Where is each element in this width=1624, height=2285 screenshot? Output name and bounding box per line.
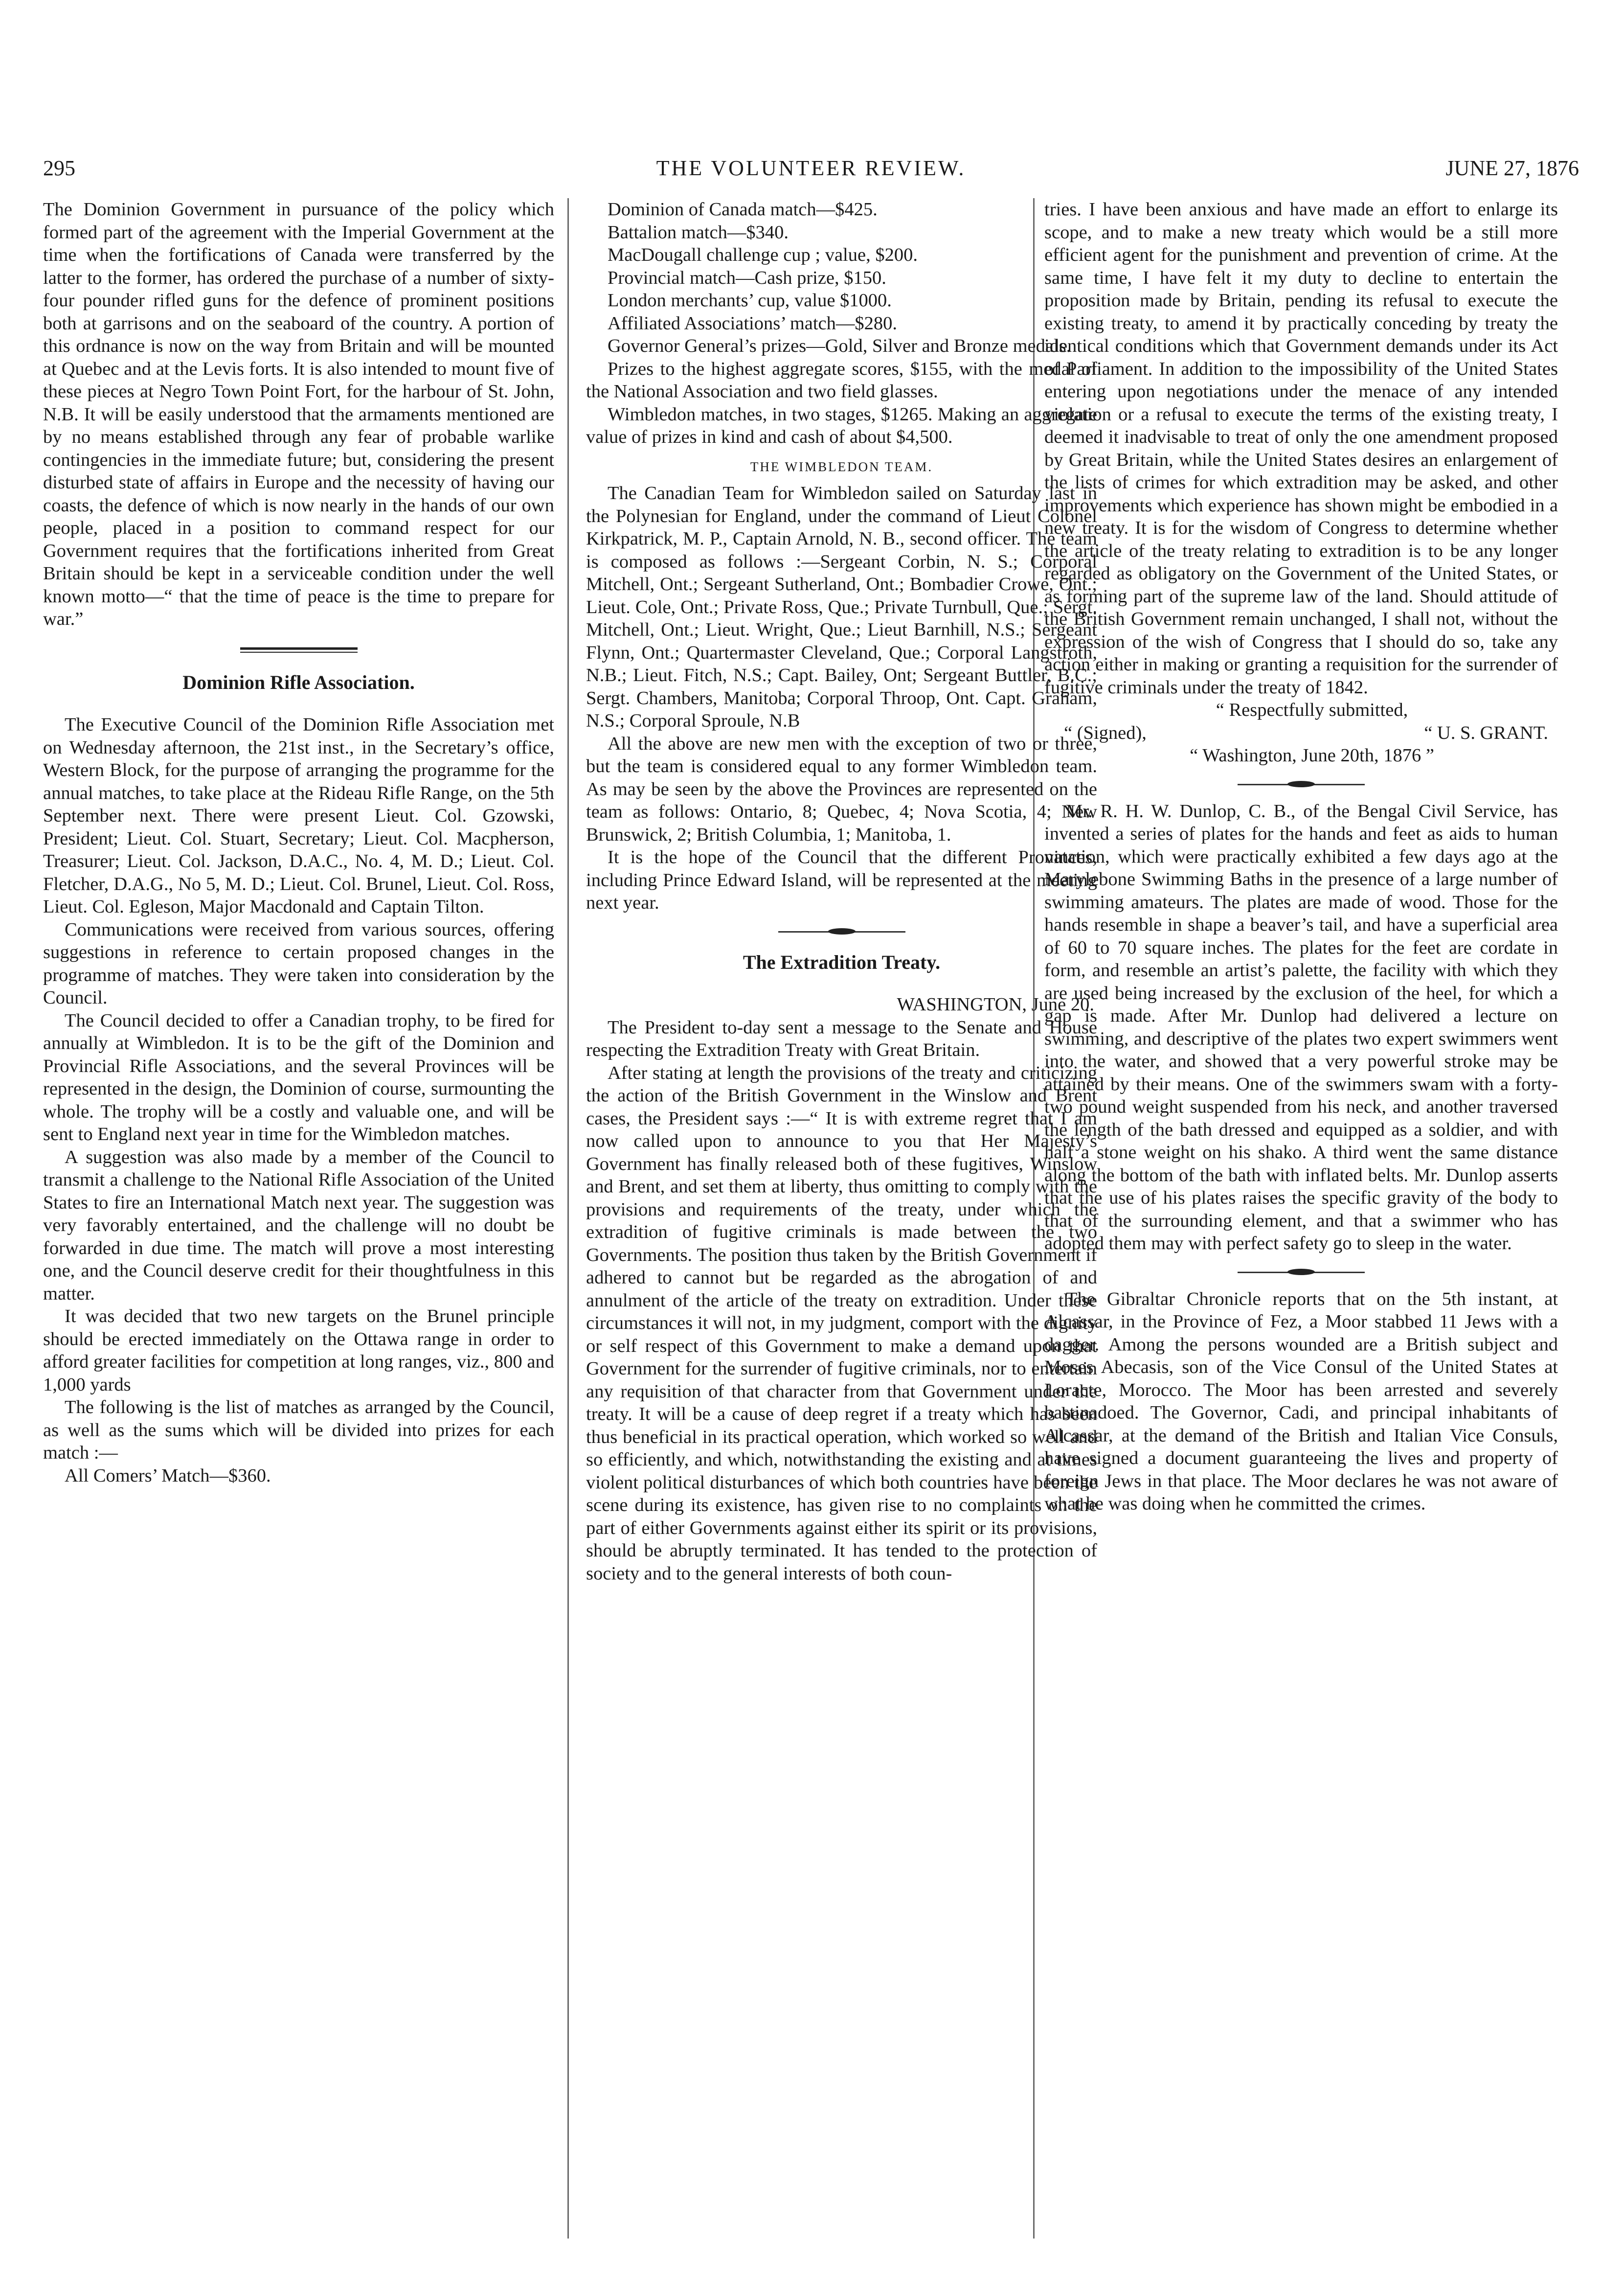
heading-extradition-treaty: The Extradition Treaty. <box>743 951 941 973</box>
heading-dominion-rifle-association: Dominion Rifle Association. <box>182 671 415 693</box>
signature-line <box>1044 722 1558 745</box>
prize-item: Battalion match—$340. <box>608 222 789 243</box>
section-separator <box>240 647 358 653</box>
section-separator <box>778 931 905 933</box>
prize-item: Affiliated Associations’ match—$280. <box>608 313 898 334</box>
new-men-paragraph: All the above are new men with the exception of two or three, but the team is considered equal to any former Wimbledon team. As may be seen by the above the Provinces are represented on the team as follows: Ontario, 8; Quebec, 4; Nova Scotia, 4; New Brunswick, 2; British Columbia, 1; Manitoba, 1. <box>586 733 1097 845</box>
ordnance-paragraph: The Dominion Government in pursuance of the policy which formed part of the agreement with the Imperial Government at the time when the fortifications of Canada were transferred by the latter to the former, has ordered the purchase of a number of sixty-four pounder rifled guns for the defence of prominent positions both at garrisons and on the seaboard of the country. A portion of this ordnance is now on the way from Britain and will be mounted at Quebec and at the Levis forts. It is also intended to mount five of these pieces at Negro Town Point Fort, for the harbour of St. John, N.B. It will be easily understood that the armaments mentioned are by no means established through any fear of probable warlike contingencies in the immediate future; but, considering the present disturbed state of affairs in Europe and the necessity of having our coasts, the defence of which is now nearly in the hands of our own people, placed in a position to command respect for our Government requires that the fortifications inherited from Great Britain should be kept in a serviceable condition under the well known motto—“ that the time of peace is the time to prepare for war.” <box>43 199 554 629</box>
prize-item: London merchants’ cup, value $1000. <box>608 290 892 311</box>
team-paragraph: The Canadian Team for Wimbledon sailed on Saturday last in the Polynesian for England, under the command of Lieut Colonel Kirkpatrick, M. P., Captain Arnold, N. B., second officer. The team is composed as follows :—Sergeant Corbin, N. S.; Corporal Mitchell, Ont.; Sergeant Sutherland, Ont.; Bombadier Crowe, Ont.; Lieut. Cole, Ont.; Private Ross, Que.; Private Turnbull, Que.; Sergt. Mitchell, Ont.; Lieut. Wright, Que.; Lieut Barnhill, N.S.; Sergeant Flynn, Ont.; Quartermaster Cleveland, Que.; Corporal Langstroth, N.B.; Lieut. Fitch, N.S.; Capt. Bailey, Ont; Sergeant Buttler, B.C.; Sergt. Chambers, Manitoba; Corporal Throop, Ont. Capt. Graham, N.S.; Corporal Sproule, N.B <box>586 483 1097 731</box>
column-2 <box>586 198 1097 2239</box>
match-list-intro: The following is the list of matches as arranged by the Council, as well as the sums which will be divided into prizes for each match :— <box>43 1397 554 1463</box>
column-3 <box>1044 198 1558 2239</box>
targets-paragraph: It was decided that two new targets on the Brunel principle should be erected immediately on the Ottawa range in order to afford greater facilities for competition at long ranges, viz., 800 and 1,000 yards <box>43 1306 554 1395</box>
governor-prizes: Governor General’s prizes—Gold, Silver and Bronze medals. <box>608 336 1071 356</box>
wimbledon-matches: Wimbledon matches, in two stages, $1265. Making an aggregate value of prizes in kind and cash of about $4,500. <box>586 404 1097 447</box>
page-header <box>43 156 1579 190</box>
section-separator <box>1238 784 1365 785</box>
signature-date: “ Washington, June 20th, 1876 ” <box>1190 745 1434 766</box>
column-1 <box>43 198 554 2239</box>
prize-item: Provincial match—Cash prize, $150. <box>608 267 886 288</box>
prize-item: Dominion of Canada match—$425. <box>608 199 878 220</box>
council-paragraph: The Executive Council of the Dominion Rifle Association met on Wednesday afternoon, the 21st inst., in the Secretary’s office, Western Block, for the purpose of arranging the programme for the annual matches, to take place at the Rideau Rifle Range, on the 5th September next. There were present Lieut. Col. Gzowski, President; Lieut. Col. Stuart, Secretary; Lieut. Col. Macpherson, Treasurer; Lieut. Col. Jackson, D.A.C., No. 4, M. D.; Lieut. Col. Fletcher, D.A.G., No 5, M. D.; Lieut. Col. Brunel, Lieut. Col. Ross, Lieut. Col. Egleson, Major Macdonald and Captain Tilton. <box>43 714 554 917</box>
message-paragraph: After stating at length the provisions of the treaty and criticizing the action of the British Government in the Winslow and Brent cases, the President says :—“ It is with extreme regret that I am now called upon to announce to you that Her Majesty’s Government has finally released both of these fugitives, Winslow and Brent, and set them at liberty, thus omitting to comply with the provisions and requirements of the treaty, under which the extradition of fugitive criminals is made between the two Governments. The position thus taken by the British Government if adhered to cannot but be regarded as the abrogation of and annulment of the article of the treaty on extradition. Under these circumstances it will not, in my judgment, comport with the dignity or self respect of this Government to make a demand upon that Government for the surrender of fugitive criminals, nor to entertain any requisition of that character from that Government under the treaty. It will be a cause of deep regret if a treaty which has been thus beneficial in its practical operation, which worked so well and so efficiently, and which, notwithstanding the existing and at times violent political disturbances of which both countries have been the scene during its existence, has given rise to no complaints on the part of either Governments against either its spirit or its provisions, should be abruptly terminated. It has tended to the protection of society and to the general interests of both coun- <box>586 1062 1097 1584</box>
hope-paragraph: It is the hope of the Council that the different Provinces, including Prince Edward Island, will be represented at the meeting next year. <box>586 847 1097 913</box>
gibraltar-paragraph: The Gibraltar Chronicle reports that on the 5th instant, at Alcassar, in the Province of Fez, a Moor stabbed 11 Jews with a dagger. Among the persons wounded are a British subject and Moses Abecasis, son of the Vice Consul of the United States at Loracte, Morocco. The Moor has been arrested and severely bastinadoed. The Governor, Cadi, and principal inhabitants of Alcassar, at the demand of the British and Italian Vice Consuls, have signed a document guaranteeing the lives and property of foreign Jews in that place. The Moor declares he was not aware of what he was doing when he committed the crimes. <box>1044 1288 1558 1514</box>
signed-label: “ (Signed), <box>1064 722 1147 743</box>
aggregate-prizes: Prizes to the highest aggregate scores, $155, with the medal of the National Association and two field glasses. <box>586 358 1097 402</box>
suggestion-paragraph: A suggestion was also made by a member of the Council to transmit a challenge to the National Rifle Association of the United States to fire an International Match next year. The suggestion was very favorably entertained, and the challenge will no doubt be forwarded in due time. The match will prove a most interesting one, and the Council deserve credit for their thoughtfulness in this matter. <box>43 1146 554 1304</box>
page-number: 295 <box>43 156 75 180</box>
respectfully-submitted: “ Respectfully submitted, <box>1216 700 1408 720</box>
all-comers-match: All Comers’ Match—$360. <box>65 1465 271 1486</box>
communications-paragraph: Communications were received from various sources, offering suggestions in reference to certain proposed changes in the programme of matches. They were taken into consideration by the Council. <box>43 919 554 1008</box>
issue-date: JUNE 27, 1876 <box>1445 156 1579 180</box>
trophy-paragraph: The Council decided to offer a Canadian trophy, to be fired for annually at Wimbledon. It is to be the gift of the Dominion and Provincial Rifle Associations, and the several Provinces will be represented in the design, the Dominion of course, surmounting the whole. The trophy will be a costly and valuable one, and will be sent to England next year in time for the Wimbledon matches. <box>43 1010 554 1144</box>
message-continued: tries. I have been anxious and have made an effort to enlarge its scope, and to make a new treaty which would be a still more efficient agent for the punishment and prevention of crime. At the same time, I have felt it my duty to decline to entertain the proposition made by Britain, pending its refusal to execute the existing treaty, to amend it by practically conceding by treaty the identical conditions which that Government demands under its Act of Parliament. In addition to the impossibility of the United States entering upon negotiations under the menace of any intended violation or a refusal to execute the terms of the existing treaty, I deemed it inadvisable to treat of only the one amendment proposed by Great Britain, while the United States desires an enlargement of the lists of crimes for which extradition may be asked, and other improvements which experience has shown might be embodied in a new treaty. It is for the wisdom of Congress to determine whether the article of the treaty relating to extradition is to be any longer regarded as obligatory on the Government of the United States, or as forming part of the supreme law of the land. Should attitude of the British Government remain unchanged, I shall not, without the expression of the wish of Congress that I should do so, take any action either in making or granting a requisition for the surrender of fugitive criminals under the treaty of 1842. <box>1044 199 1558 698</box>
signer-name: “ U. S. GRANT. <box>1424 722 1548 743</box>
section-separator <box>1238 1272 1365 1273</box>
president-paragraph: The President to-day sent a message to the Senate and House respecting the Extradition Treaty with Great Britain. <box>586 1017 1097 1060</box>
masthead-title: THE VOLUNTEER REVIEW. <box>656 156 966 180</box>
heading-wimbledon-team: THE WIMBLEDON TEAM. <box>750 459 933 474</box>
column-rule-left <box>567 198 569 2239</box>
dunlop-paragraph: Mr. R. H. W. Dunlop, C. B., of the Bengal Civil Service, has invented a series of plates for the hands and feet as aids to human natation, which were practically exhibited a few days ago at the Marylebone Swimming Baths in the presence of a large number of swimming amateurs. The plates are made of wood. Those for the hands resemble in shape a beaver’s tail, and have a superficial area of 60 to 70 square inches. The plates for the feet are cordate in form, and resemble an artist’s palette, the facility with which they are used being increased by the exclusion of the heel, for which a gap is made. After Mr. Dunlop had delivered a lecture on swimming, and descriptive of the plates two expert swimmers went into the water, and showed that a very powerful stroke may be attained by their means. One of the swimmers swam with a forty-two pound weight suspended from his neck, and another traversed the length of the bath dressed and equipped as a soldier, and with half a stone weight on his shako. A third went the same distance along the bottom of the bath with inflated belts. Mr. Dunlop asserts that the use of his plates raises the specific gravity of the body to that of the surrounding element, and that a swimmer who has adopted them may with perfect safety go to sleep in the water. <box>1044 800 1558 1254</box>
dateline: WASHINGTON, June 20. <box>897 994 1094 1015</box>
prize-item: MacDougall challenge cup ; value, $200. <box>608 245 918 265</box>
